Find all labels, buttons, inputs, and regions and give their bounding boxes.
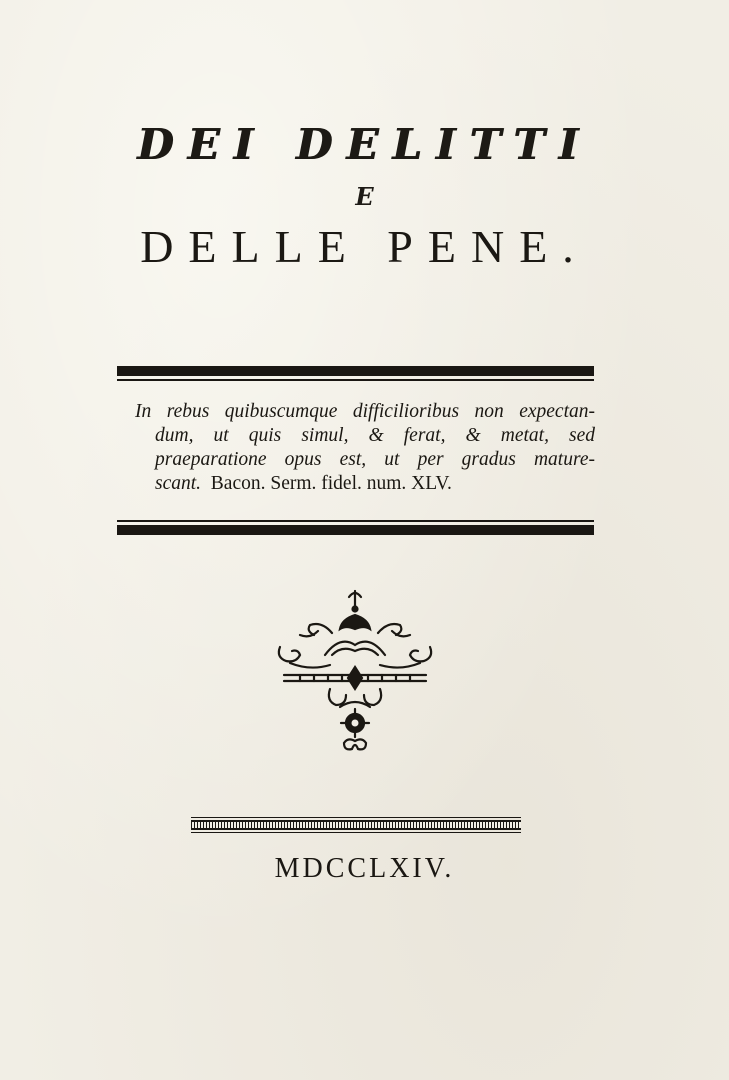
epigraph-line-3: praeparatione opus est, ut per gradus mature-	[155, 449, 595, 470]
bottom-rule	[117, 520, 594, 535]
epigraph-last-word: scant.	[155, 473, 202, 494]
imprint-date: MDCCLXIV.	[274, 853, 455, 884]
top-rule	[117, 366, 594, 381]
title-line-2: DELLE PENE.	[140, 221, 589, 272]
epigraph-line-1: In rebus quibuscumque difficilioribus non expectan-	[135, 401, 595, 422]
title-line-1: DEI DELITTI	[137, 120, 592, 169]
epigraph-citation: Bacon. Serm. fidel. num. XLV.	[210, 473, 452, 494]
imprint-rule	[191, 817, 521, 833]
epigraph-line-2: dum, ut quis simul, & ferat, & metat, sed	[155, 425, 595, 446]
epigraph-line-4	[135, 472, 595, 496]
title-conjunction: E	[355, 182, 374, 211]
fleuron-ornament-icon	[270, 585, 440, 755]
epigraph	[135, 400, 595, 496]
